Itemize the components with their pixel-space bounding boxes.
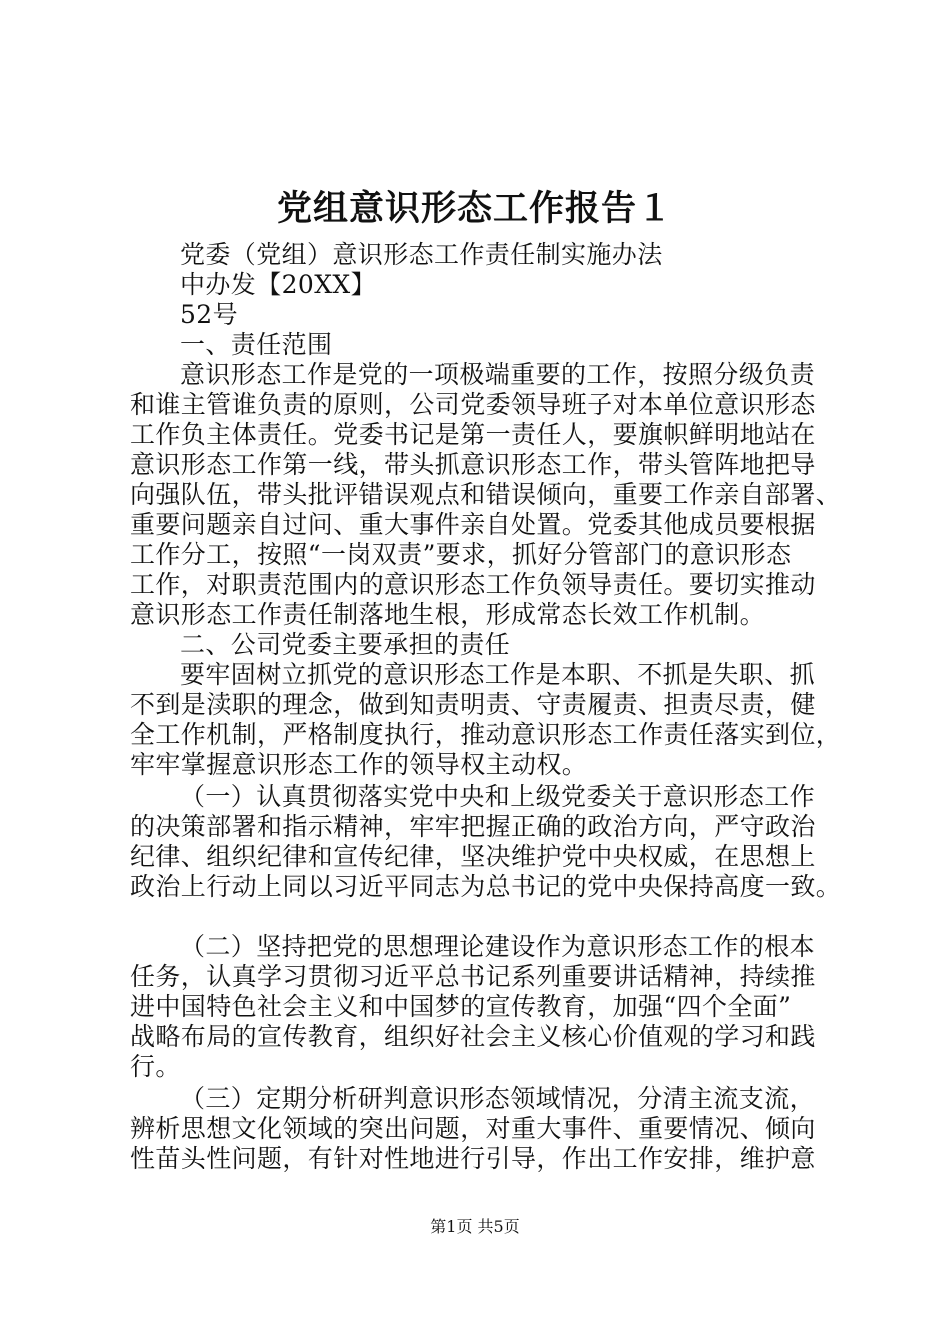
- text-line: 意识形态工作责任制落地生根，形成常态长效工作机制。: [130, 600, 766, 629]
- document-title: 党组意识形态工作报告１: [276, 188, 673, 229]
- text-line: 重要问题亲自过问、重大事件亲自处置。党委其他成员要根据: [130, 510, 816, 539]
- text-line: 工作，对职责范围内的意识形态工作负领导责任。要切实推动: [130, 570, 816, 599]
- text-line: 和谁主管谁负责的原则，公司党委领导班子对本单位意识形态: [130, 390, 816, 419]
- text-line: 中办发【20XX】: [180, 270, 377, 299]
- text-line: 的决策部署和指示精神，牢牢把握正确的政治方向，严守政治: [130, 812, 816, 841]
- text-line: 意识形态工作第一线，带头抓意识形态工作，带头管阵地把导: [130, 450, 816, 479]
- section-heading: 二、公司党委主要承担的责任: [180, 630, 511, 659]
- text-line: 纪律、组织纪律和宣传纪律，坚决维护党中央权威，在思想上: [130, 842, 816, 871]
- text-line: （一）认真贯彻落实党中央和上级党委关于意识形态工作: [180, 782, 816, 811]
- section-heading: 一、责任范围: [180, 330, 333, 359]
- text-line: 不到是渎职的理念，做到知责明责、守责履责、担责尽责，健: [130, 690, 816, 719]
- text-line: 工作负主体责任。党委书记是第一责任人，要旗帜鲜明地站在: [130, 420, 816, 449]
- text-line: （三）定期分析研判意识形态领域情况，分清主流支流，: [180, 1084, 816, 1113]
- text-line: 进中国特色社会主义和中国梦的宣传教育，加强“四个全面”: [130, 992, 792, 1021]
- text-line: （二）坚持把党的思想理论建设作为意识形态工作的根本: [180, 932, 816, 961]
- text-line: 全工作机制，严格制度执行，推动意识形态工作责任落实到位，: [130, 720, 842, 749]
- text-line: 任务，认真学习贯彻习近平总书记系列重要讲话精神，持续推: [130, 962, 816, 991]
- text-line: 性苗头性问题，有针对性地进行引导，作出工作安排，维护意: [130, 1144, 816, 1173]
- text-line: 意识形态工作是党的一项极端重要的工作，按照分级负责: [180, 360, 816, 389]
- text-line: 政治上行动上同以习近平同志为总书记的党中央保持高度一致。: [130, 872, 842, 901]
- text-line: 辨析思想文化领域的突出问题，对重大事件、重要情况、倾向: [130, 1114, 816, 1143]
- text-line: 向强队伍，带头批评错误观点和错误倾向，重要工作亲自部署、: [130, 480, 842, 509]
- text-line: 52号: [180, 300, 239, 329]
- text-line: 工作分工，按照“一岗双责”要求，抓好分管部门的意识形态: [130, 540, 792, 569]
- text-line: 要牢固树立抓党的意识形态工作是本职、不抓是失职、抓: [180, 660, 816, 689]
- text-line: 行。: [130, 1052, 181, 1081]
- text-line: 党委（党组）意识形态工作责任制实施办法: [180, 240, 663, 269]
- text-line: 战略布局的宣传教育，组织好社会主义核心价值观的学习和践: [130, 1022, 816, 1051]
- text-line: 牢牢掌握意识形态工作的领导权主动权。: [130, 750, 588, 779]
- page-number: 第1页 共5页: [430, 1217, 520, 1236]
